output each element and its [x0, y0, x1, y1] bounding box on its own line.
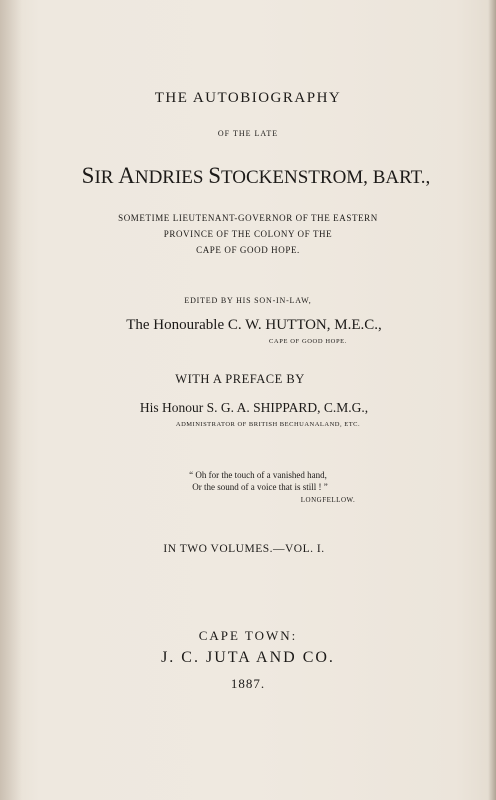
name-part-1: IR [94, 167, 119, 188]
preface-author: His Honour S. G. A. SHIPPARD, C.M.G., [139, 400, 369, 415]
name-initial-2: A [118, 163, 135, 188]
editor-name: The Honourable C. W. HUTTON, M.E.C., [126, 317, 382, 333]
publication-place: CAPE TOWN: [198, 628, 298, 643]
subtitle-line-2: PROVINCE OF THE COLONY OF THE [163, 229, 333, 239]
editor-place: CAPE OF GOOD HOPE. [269, 338, 347, 345]
publication-year: 1887. [230, 676, 266, 691]
name-initial-1: S [81, 163, 95, 188]
epigraph-author: LONGFELLOW. [300, 496, 356, 504]
name-suffix: BART., [372, 167, 431, 188]
publisher: J. C. JUTA AND CO. [161, 649, 335, 666]
preface-line: WITH A PREFACE BY [175, 372, 305, 386]
name-part-3: TOCKENSTROM, [221, 167, 373, 188]
of-the-late: OF THE LATE [217, 129, 279, 138]
name-initial-3: S [208, 163, 222, 188]
volume-info: IN TWO VOLUMES.—VOL. I. [163, 543, 325, 555]
epigraph-line-2: Or the sound of a voice that is still ! ” [192, 482, 328, 492]
book-title: THE AUTOBIOGRAPHY [154, 90, 342, 106]
subject-name [8, 163, 496, 189]
preface-author-title: ADMINISTRATOR OF BRITISH BECHUANALAND, ETC. [175, 421, 361, 428]
epigraph-line-1: “ Oh for the touch of a vanished hand, [189, 470, 327, 480]
subtitle-line-1: SOMETIME LIEUTENANT-GOVERNOR OF THE EASTERN [118, 213, 378, 223]
subtitle-line-3: CAPE OF GOOD HOPE. [196, 245, 300, 255]
name-part-2: NDRIES [134, 167, 209, 188]
edited-by: EDITED BY HIS SON-IN-LAW, [184, 296, 312, 305]
